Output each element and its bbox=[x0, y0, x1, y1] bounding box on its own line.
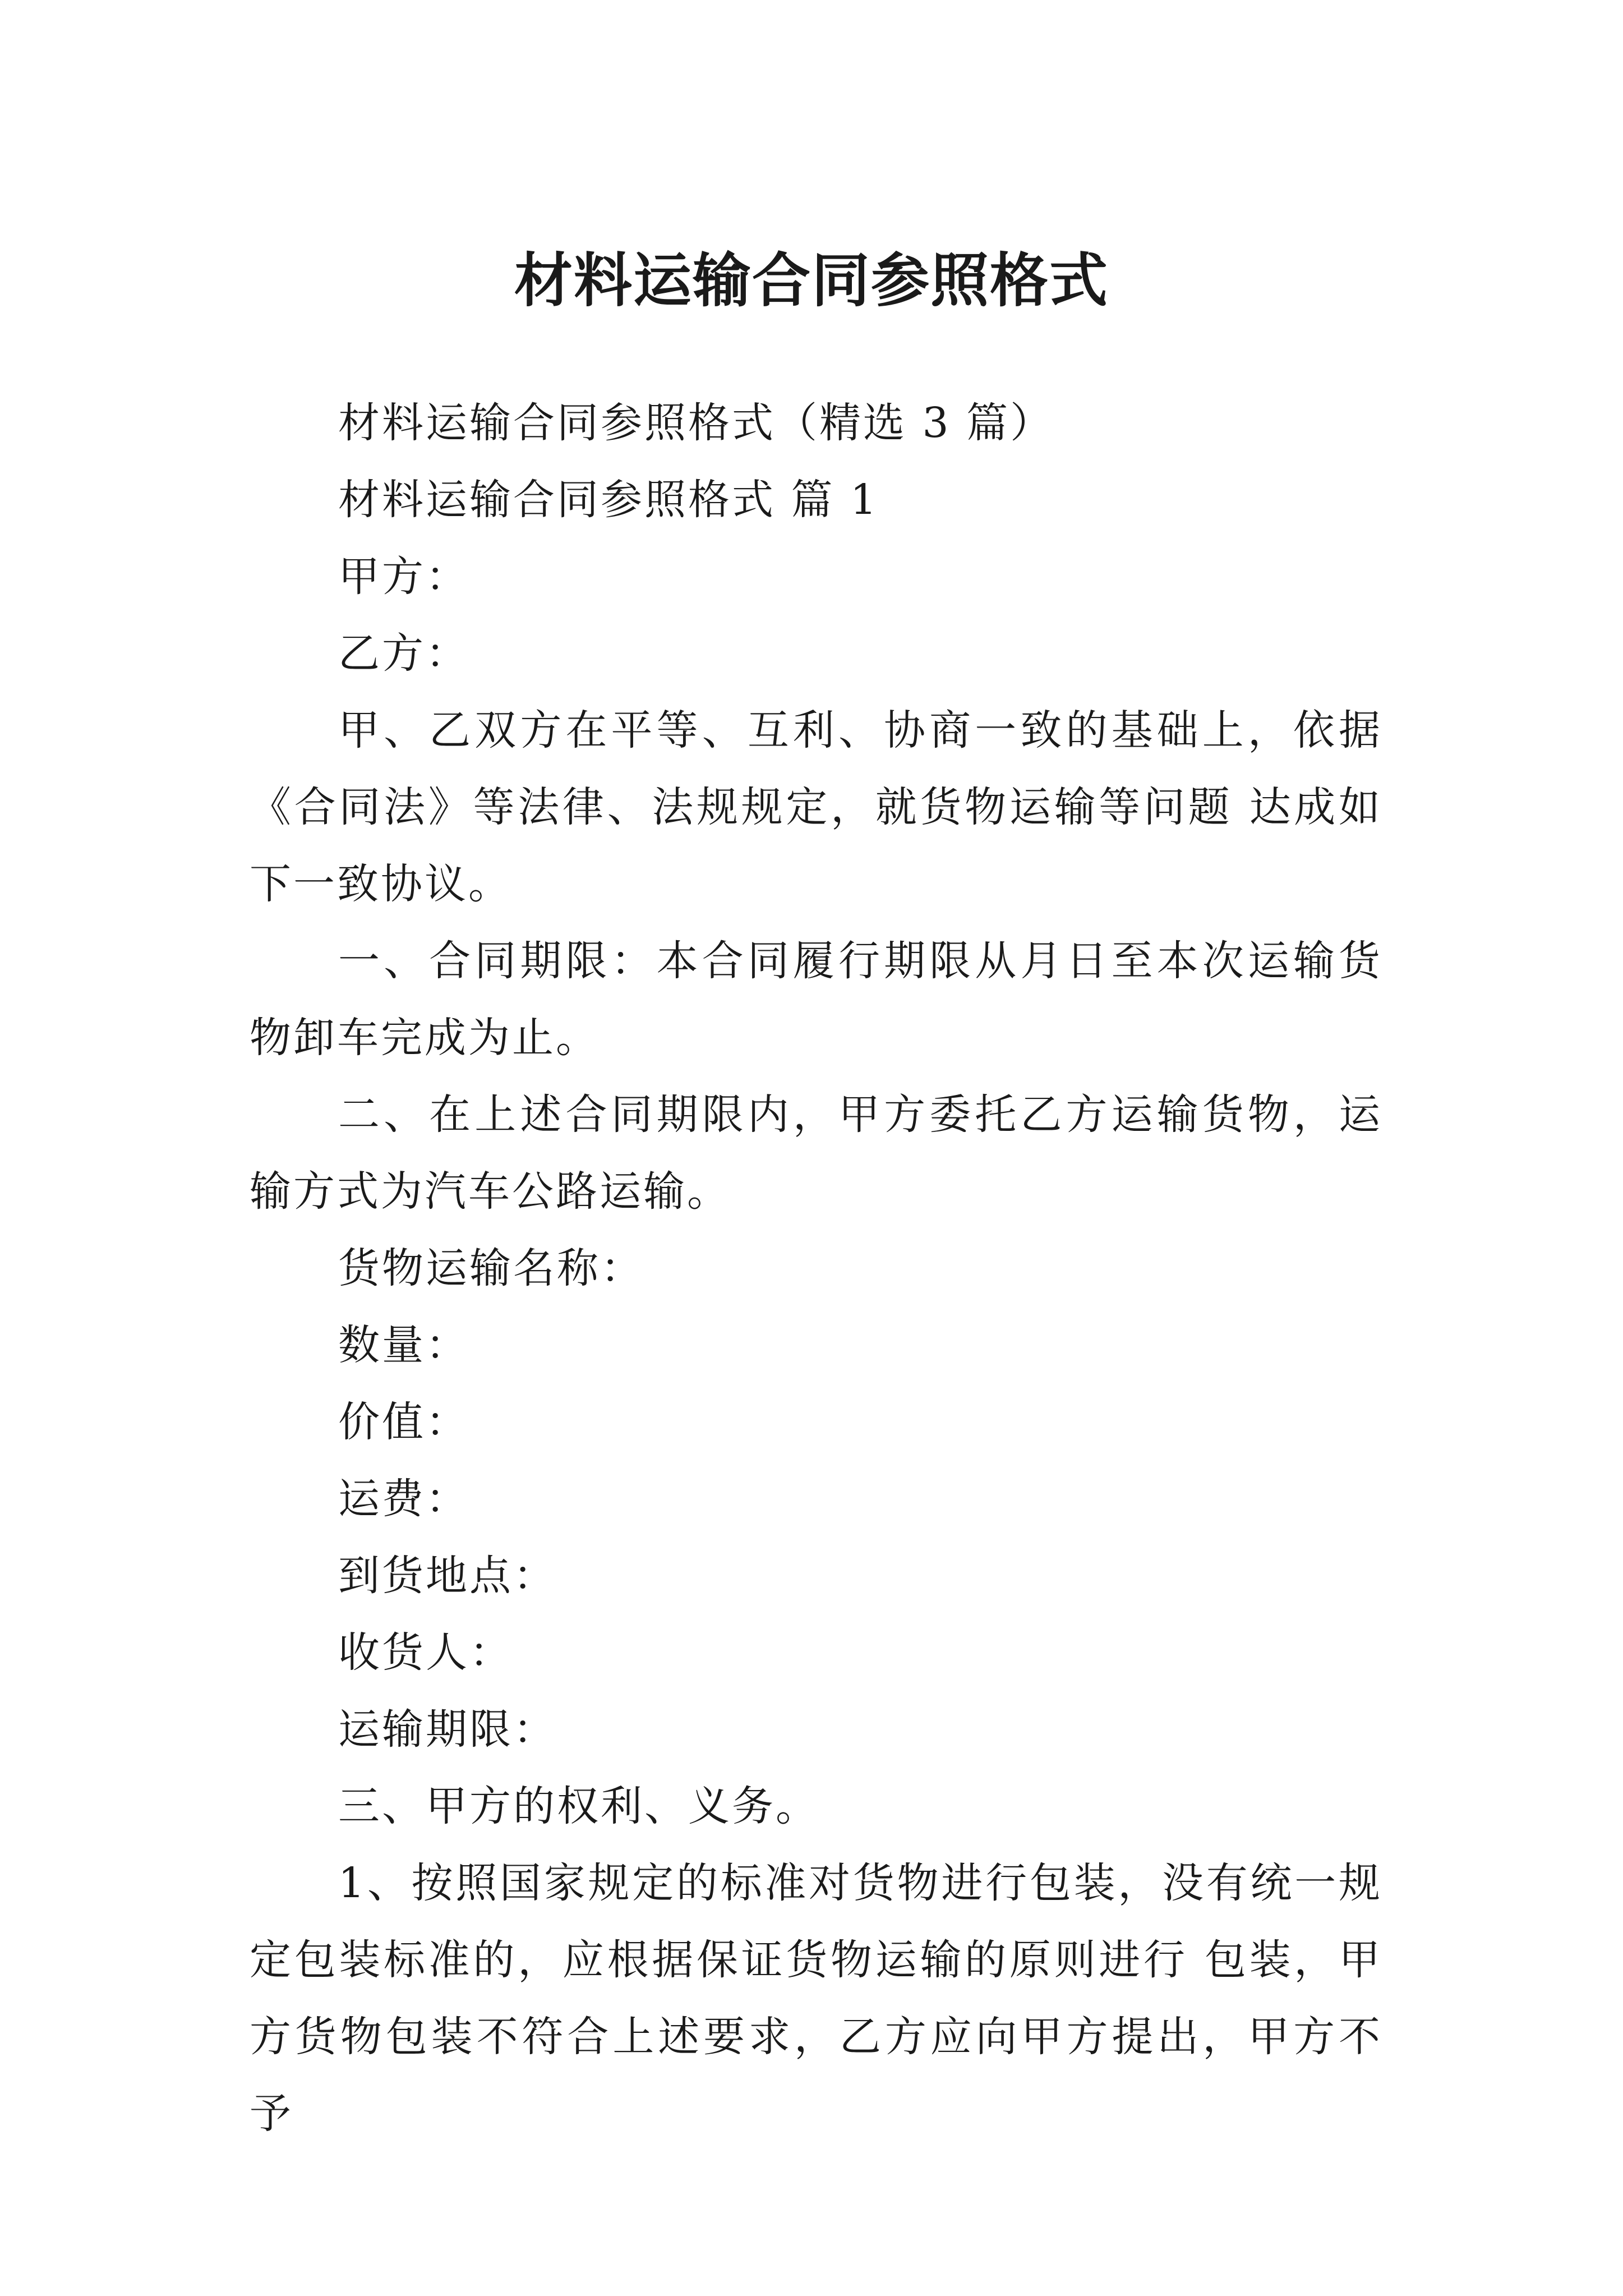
field-consignee: 收货人： bbox=[338, 1628, 513, 1677]
field-value: 价值： bbox=[338, 1398, 469, 1446]
clause-transport: 二、在上述合同期限内，甲方委托乙方运输货物，运输方式为汽车公路运输。 bbox=[250, 1091, 1382, 1216]
document-title: 材料运输合同参照格式 bbox=[514, 245, 1109, 315]
subtitle-paragraph: 材料运输合同参照格式（精选 3 篇） bbox=[338, 399, 1054, 447]
clause-party-a-rights: 三、甲方的权利、义务。 bbox=[338, 1782, 819, 1830]
party-b-line: 乙方： bbox=[338, 629, 469, 678]
field-quantity: 数量： bbox=[338, 1321, 469, 1369]
field-freight: 运费： bbox=[338, 1475, 469, 1523]
field-destination: 到货地点： bbox=[338, 1552, 557, 1600]
section-heading: 材料运输合同参照格式 篇 1 bbox=[338, 476, 879, 524]
party-a-line: 甲方： bbox=[338, 553, 469, 601]
field-goods-name: 货物运输名称： bbox=[338, 1244, 644, 1292]
document-body bbox=[250, 385, 1382, 2152]
preamble-paragraph: 甲、乙双方在平等、互利、协商一致的基础上，依据《合同法》等法律、法规规定，就货物运输等问题 达成如下一致协议。 bbox=[250, 706, 1382, 908]
clause-term: 一、合同期限：本合同履行期限从月日至本次运输货物卸车完成为止。 bbox=[250, 937, 1382, 1062]
clause-packaging: 1、按照国家规定的标准对货物进行包装，没有统一规定包装标准的，应根据保证货物运输的原则进行 包装，甲方货物包装不符合上述要求，乙方应向甲方提出，甲方不予 bbox=[250, 1859, 1382, 2138]
field-transport-period: 运输期限： bbox=[338, 1705, 557, 1754]
